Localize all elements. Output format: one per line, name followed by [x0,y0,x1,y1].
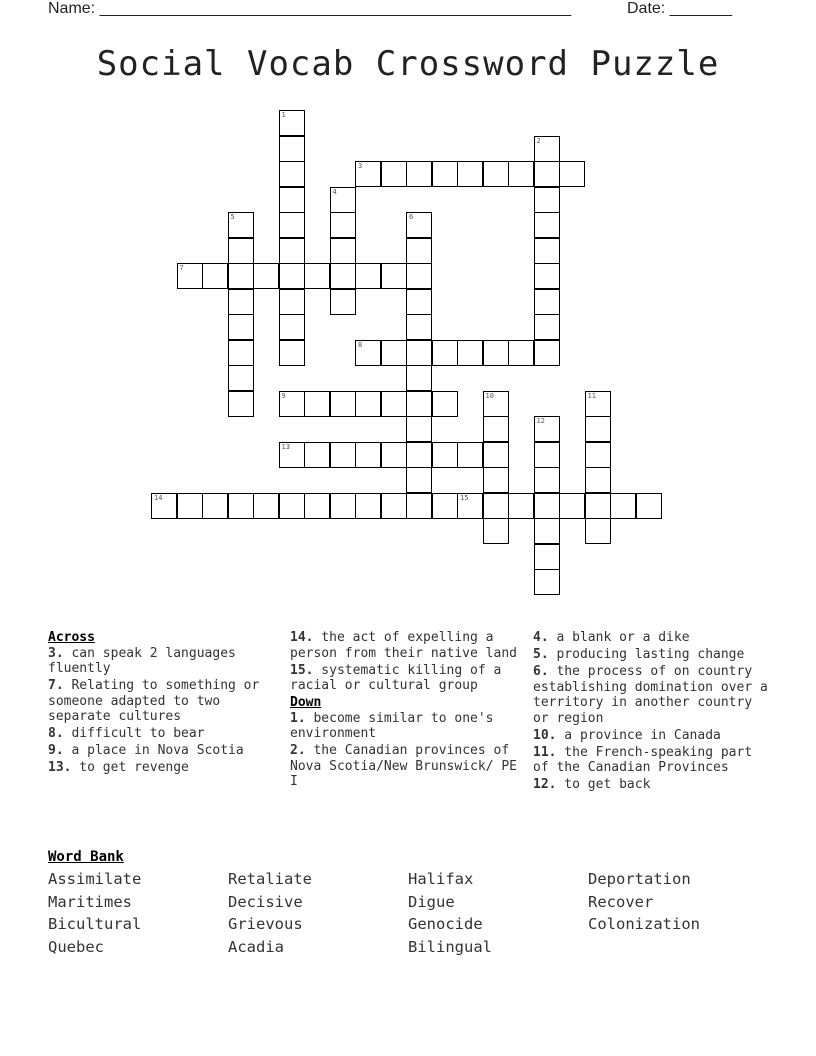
crossword-cell[interactable] [534,544,560,570]
crossword-cell[interactable] [585,391,611,417]
word-bank-item: Recover [588,892,654,911]
crossword-cell[interactable] [483,391,509,417]
crossword-cell[interactable] [177,493,203,519]
crossword-cell[interactable] [381,493,407,519]
crossword-cell[interactable] [534,340,560,366]
crossword-cell[interactable] [406,314,432,340]
crossword-cell[interactable] [381,442,407,468]
crossword-cell[interactable] [279,110,305,136]
clue-number-label: 9. [48,743,64,758]
clue-item [533,664,769,726]
crossword-cell[interactable] [406,161,432,187]
crossword-cell[interactable] [508,493,534,519]
crossword-cell[interactable] [279,442,305,468]
crossword-cell[interactable] [381,391,407,417]
crossword-cell[interactable] [585,467,611,493]
clue-number-label: 11. [533,744,557,760]
clue-number-label: 12. [533,777,557,792]
crossword-cell[interactable] [228,391,254,417]
clue-number: 3 [358,162,363,170]
clue-item [533,777,769,793]
crossword-cell[interactable] [253,493,279,519]
crossword-cell[interactable] [279,289,305,315]
clue-item [290,743,526,790]
clue-text: the Canadian provinces of Nova Scotia/New Brunswick/ PE I [290,743,517,789]
clue-number-label: 10. [533,727,557,743]
crossword-cell[interactable] [330,493,356,519]
word-bank-item: Acadia [228,937,284,956]
crossword-cell[interactable] [279,340,305,366]
crossword-cell[interactable] [534,518,560,544]
crossword-cell[interactable] [330,238,356,264]
crossword-cell[interactable] [330,187,356,213]
crossword-cell[interactable] [151,493,177,519]
word-bank-item: Retaliate [228,870,312,888]
crossword-cell[interactable] [228,493,254,519]
crossword-cell[interactable] [559,493,585,519]
crossword-cell[interactable] [381,161,407,187]
clue-number: 7 [179,264,184,272]
crossword-cell[interactable] [228,365,254,391]
crossword-cell[interactable] [202,493,228,519]
crossword-cell[interactable] [228,340,254,366]
crossword-cell[interactable] [355,442,381,468]
crossword-cell[interactable] [406,493,432,519]
crossword-cell[interactable] [585,493,611,519]
crossword-cell[interactable] [432,391,458,417]
clue-number: 12 [536,417,545,425]
clue-item [290,711,526,742]
clue-text: a province in Canada [556,727,721,743]
crossword-cell[interactable] [406,416,432,442]
clue-item [48,678,284,725]
clue-item [290,663,526,694]
clue-text: to get back [556,777,651,792]
crossword-cell[interactable] [228,212,254,238]
crossword-cell[interactable] [432,493,458,519]
crossword-cell[interactable] [534,161,560,187]
clue-item [48,726,284,742]
crossword-cell[interactable] [304,263,330,289]
clue-item [48,760,284,776]
crossword-cell[interactable] [228,314,254,340]
word-bank-item: Maritimes [48,892,132,911]
crossword-cell[interactable] [330,391,356,417]
clue-item [290,630,526,661]
crossword-cell[interactable] [534,187,560,213]
crossword-cell[interactable] [406,238,432,264]
crossword-cell[interactable] [406,340,432,366]
crossword-cell[interactable] [355,263,381,289]
crossword-cell[interactable] [457,340,483,366]
crossword-cell[interactable] [432,161,458,187]
clue-number-label: 4. [533,630,549,645]
crossword-cell[interactable] [483,518,509,544]
clue-text: can speak 2 languages fluently [48,645,236,676]
clue-number-label: 1. [290,710,306,726]
crossword-cell[interactable] [406,289,432,315]
crossword-cell[interactable] [483,442,509,468]
crossword-cell[interactable] [636,493,662,519]
date-field-label[interactable]: Date: _______ [627,0,732,17]
crossword-cell[interactable] [279,493,305,519]
clue-item [48,646,284,677]
crossword-cell[interactable] [330,263,356,289]
clue-number-label: 5. [533,647,549,662]
crossword-cell[interactable] [610,493,636,519]
clue-text: a place in Nova Scotia [63,743,244,758]
crossword-cell[interactable] [330,442,356,468]
clue-text: the process of on country establishing domination over a territory in another country or region [533,664,768,726]
clue-text: difficult to bear [63,726,205,741]
crossword-cell[interactable] [279,314,305,340]
clue-item [533,630,769,646]
crossword-cell[interactable] [432,442,458,468]
crossword-cell[interactable] [457,442,483,468]
crossword-cell[interactable] [406,467,432,493]
crossword-cell[interactable] [330,289,356,315]
crossword-cell[interactable] [177,263,203,289]
crossword-cell[interactable] [304,442,330,468]
word-bank-item: Genocide [408,915,483,933]
crossword-cell[interactable] [253,263,279,289]
crossword-cell[interactable] [406,391,432,417]
clue-text: systematic killing of a racial or cultural group [290,662,502,693]
clue-number: 9 [281,391,286,400]
crossword-cell[interactable] [534,136,560,162]
clue-number: 10 [485,391,494,400]
word-bank-item: Bicultural [48,915,142,933]
crossword-cell[interactable] [279,238,305,264]
clue-number: 14 [154,493,163,502]
clue-text: the French-speaking part of the Canadian Provinces [533,744,753,775]
clue-number: 5 [230,213,235,221]
word-bank-item: Colonization [588,915,700,933]
crossword-cell[interactable] [279,187,305,213]
crossword-cell[interactable] [534,314,560,340]
crossword-cell[interactable] [585,416,611,442]
clue-text: become similar to one's environment [290,710,494,741]
name-field-label[interactable]: Name: _____________________________________________________ [48,0,572,17]
crossword-cell[interactable] [534,263,560,289]
clue-item [533,728,769,744]
crossword-cell[interactable] [534,493,560,519]
clue-number: 11 [587,391,596,400]
clue-number-label: 13. [48,760,72,775]
clue-number-label: 15. [290,662,314,678]
clue-number: 13 [281,442,290,451]
across-heading: Across [48,630,95,645]
crossword-cell[interactable] [228,238,254,264]
crossword-cell[interactable] [534,416,560,442]
word-bank-item: Digue [408,892,455,911]
word-bank [48,870,768,957]
crossword-cell[interactable] [483,340,509,366]
crossword-cell[interactable] [279,161,305,187]
clue-number-label: 6. [533,664,549,679]
clue-text: producing lasting change [548,647,745,662]
crossword-cell[interactable] [228,289,254,315]
clue-item [48,743,284,759]
crossword-cell[interactable] [406,263,432,289]
clue-column-1 [48,630,284,777]
crossword-cell[interactable] [585,518,611,544]
clue-number-label: 14. [290,630,314,645]
crossword-cell[interactable] [406,365,432,391]
clue-number-label: 7. [48,678,64,693]
word-bank-item: Assimilate [48,870,142,888]
word-bank-item: Decisive [228,892,303,911]
word-bank-heading: Word Bank [48,849,124,865]
crossword-cell[interactable] [304,493,330,519]
crossword-cell[interactable] [457,161,483,187]
clue-text: the act of expelling a person from their native land [290,630,517,661]
crossword-cell[interactable] [483,493,509,519]
crossword-cell[interactable] [381,263,407,289]
crossword-cell[interactable] [534,569,560,595]
crossword-cell[interactable] [406,442,432,468]
clue-text: to get revenge [71,760,189,775]
clue-number: 4 [332,187,337,196]
crossword-cell[interactable] [534,442,560,468]
crossword-cell[interactable] [228,263,254,289]
crossword-cell[interactable] [432,340,458,366]
clue-text: a blank or a dike [548,630,690,645]
clue-number: 8 [358,340,363,349]
crossword-cell[interactable] [355,493,381,519]
crossword-cell[interactable] [279,136,305,162]
crossword-cell[interactable] [279,212,305,238]
crossword-cell[interactable] [355,340,381,366]
clue-column-2 [290,630,526,791]
crossword-cell[interactable] [483,467,509,493]
crossword-cell[interactable] [508,161,534,187]
crossword-cell[interactable] [355,161,381,187]
clue-item [533,647,769,663]
crossword-cell[interactable] [330,212,356,238]
crossword-cell[interactable] [279,391,305,417]
word-bank-item: Quebec [48,937,104,956]
crossword-cell[interactable] [279,263,305,289]
clue-column-3 [533,630,769,794]
crossword-cell[interactable] [304,391,330,417]
crossword-cell[interactable] [406,212,432,238]
word-bank-item: Deportation [588,870,691,888]
down-heading: Down [290,695,322,710]
clue-number: 1 [281,111,286,119]
clue-number: 2 [536,136,541,145]
clue-number-label: 3. [48,645,64,661]
crossword-cell[interactable] [559,161,585,187]
crossword-cell[interactable] [534,212,560,238]
clue-number: 15 [460,493,469,502]
clue-item [533,745,769,776]
word-bank-item: Bilingual [408,937,492,956]
crossword-cell[interactable] [457,493,483,519]
word-bank-item: Halifax [408,870,474,888]
crossword-cell[interactable] [483,416,509,442]
clue-number: 6 [409,213,414,221]
crossword-cell[interactable] [202,263,228,289]
crossword-cell[interactable] [534,238,560,264]
crossword-cell[interactable] [381,340,407,366]
crossword-cell[interactable] [585,442,611,468]
clue-text: Relating to something or someone adapted to two separate cultures [48,678,260,724]
page-title: Social Vocab Crossword Puzzle [96,44,720,84]
clue-number-label: 8. [48,726,64,741]
crossword-cell[interactable] [534,289,560,315]
clue-number-label: 2. [290,743,306,758]
crossword-cell[interactable] [483,161,509,187]
crossword-cell[interactable] [508,340,534,366]
word-bank-item: Grievous [228,915,303,933]
crossword-cell[interactable] [534,467,560,493]
crossword-cell[interactable] [355,391,381,417]
